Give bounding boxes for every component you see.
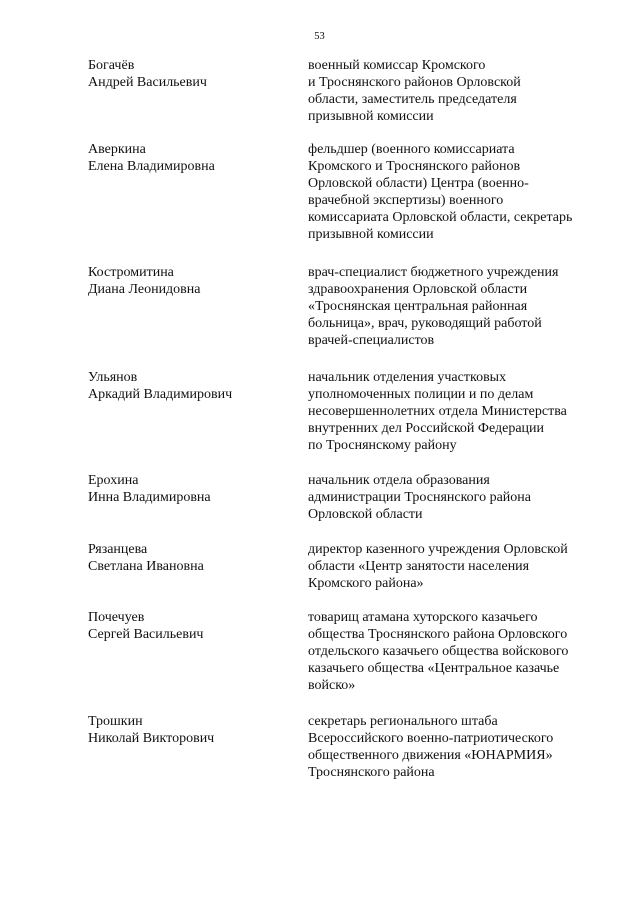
member-surname: Трошкин (88, 714, 143, 729)
role-line: области «Центр занятости населения (308, 559, 530, 574)
role-line: начальник отделения участковых (308, 370, 507, 385)
role-line: Орловской области (308, 507, 423, 522)
role-line: общества Троснянского района Орловского (308, 627, 568, 642)
member-role (308, 541, 608, 592)
member-given-names: Диана Леонидовна (88, 282, 201, 297)
member-given-names: Андрей Васильевич (88, 75, 207, 90)
role-line: Кромского района» (308, 576, 424, 591)
role-line: казачьего общества «Центральное казачье (308, 661, 560, 676)
member-role (308, 713, 608, 781)
member-name (88, 369, 308, 454)
member-given-names: Сергей Васильевич (88, 627, 204, 642)
role-line: Всероссийского военно-патриотического (308, 731, 554, 746)
role-line: директор казенного учреждения Орловской (308, 542, 568, 557)
role-line: товарищ атамана хуторского казачьего (308, 610, 538, 625)
member-given-names: Инна Владимировна (88, 490, 211, 505)
role-line: по Троснянскому району (308, 438, 457, 453)
role-line: войско» (308, 678, 356, 693)
member-name (88, 609, 308, 694)
role-line: призывной комиссии (308, 227, 434, 242)
role-line: Троснянского района (308, 765, 435, 780)
member-role (308, 141, 608, 243)
role-line: фельдшер (военного комиссариата (308, 142, 515, 157)
role-line: врач-специалист бюджетного учреждения (308, 265, 559, 280)
commission-member-entry (88, 369, 608, 454)
role-line: внутренних дел Российской Федерации (308, 421, 545, 436)
member-name (88, 541, 308, 592)
member-role (308, 264, 608, 349)
role-line: врачебной экспертизы) военного (308, 193, 504, 208)
member-name (88, 141, 308, 243)
member-surname: Рязанцева (88, 542, 148, 557)
member-surname: Почечуев (88, 610, 145, 625)
member-name (88, 264, 308, 349)
page-number: 53 (314, 31, 325, 42)
role-line: больница», врач, руководящий работой (308, 316, 542, 331)
role-line: врачей-специалистов (308, 333, 435, 348)
role-line: и Троснянского районов Орловской (308, 75, 521, 90)
member-name (88, 713, 308, 781)
member-given-names: Николай Викторович (88, 731, 215, 746)
commission-member-entry (88, 141, 608, 243)
member-surname: Богачёв (88, 58, 135, 73)
member-given-names: Светлана Ивановна (88, 559, 204, 574)
role-line: военный комиссар Кромского (308, 58, 486, 73)
role-line: общественного движения «ЮНАРМИЯ» (308, 748, 553, 763)
member-surname: Костромитина (88, 265, 174, 280)
role-line: «Троснянская центральная районная (308, 299, 528, 314)
member-name (88, 57, 308, 125)
role-line: секретарь регионального штаба (308, 714, 498, 729)
role-line: уполномоченных полиции и по делам (308, 387, 534, 402)
role-line: Орловской области) Центра (военно- (308, 176, 529, 191)
role-line: здравоохранения Орловской области (308, 282, 528, 297)
role-line: несовершеннолетних отдела Министерства (308, 404, 567, 419)
commission-member-entry (88, 472, 608, 523)
role-line: администрации Троснянского района (308, 490, 531, 505)
commission-member-entry (88, 713, 608, 781)
role-line: призывной комиссии (308, 109, 434, 124)
member-given-names: Елена Владимировна (88, 159, 215, 174)
role-line: отдельского казачьего общества войскового (308, 644, 569, 659)
member-role (308, 57, 608, 125)
member-name (88, 472, 308, 523)
commission-member-entry (88, 541, 608, 592)
commission-member-entry (88, 264, 608, 349)
role-line: комиссариата Орловской области, секретарь (308, 210, 573, 225)
member-role (308, 472, 608, 523)
member-role (308, 369, 608, 454)
member-surname: Аверкина (88, 142, 146, 157)
role-line: начальник отдела образования (308, 473, 490, 488)
member-role (308, 609, 608, 694)
member-surname: Ульянов (88, 370, 138, 385)
member-surname: Ерохина (88, 473, 139, 488)
role-line: области, заместитель председателя (308, 92, 517, 107)
commission-member-entry (88, 57, 608, 125)
commission-member-entry (88, 609, 608, 694)
member-given-names: Аркадий Владимирович (88, 387, 233, 402)
role-line: Кромского и Троснянского районов (308, 159, 521, 174)
